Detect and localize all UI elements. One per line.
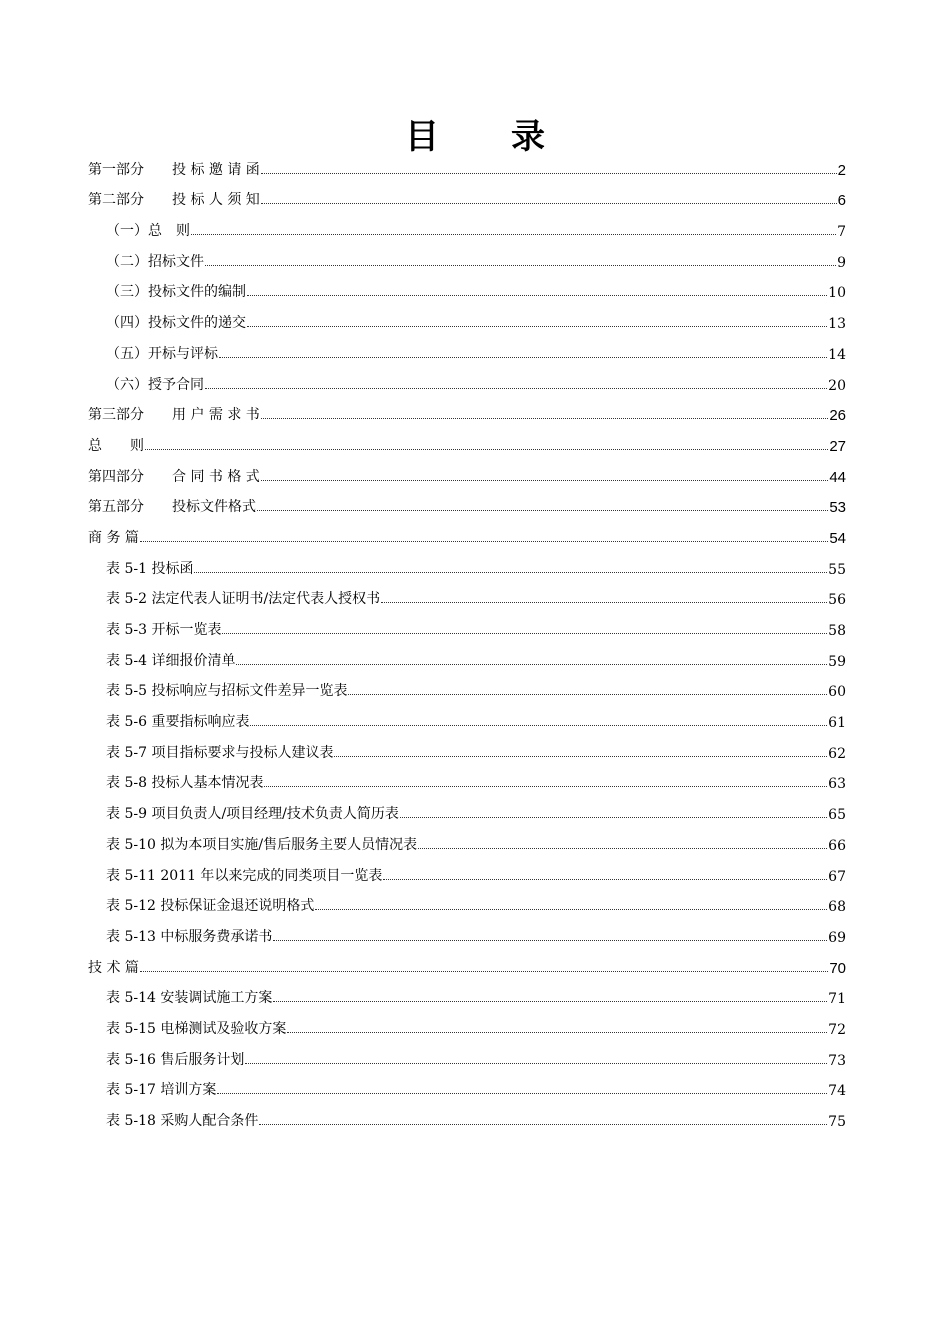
dot-leader	[250, 725, 827, 726]
toc-entry-page-number: 75	[828, 1114, 846, 1130]
toc-entry-page-number: 26	[829, 407, 846, 425]
toc-entry-page-number: 10	[828, 285, 846, 302]
dot-leader	[418, 848, 827, 849]
dot-leader	[219, 357, 827, 358]
dot-leader	[205, 265, 836, 266]
dot-leader	[247, 295, 827, 296]
toc-entry-page-number: 55	[828, 561, 846, 578]
dot-leader	[191, 234, 836, 235]
toc-entry-page-number: 69	[828, 929, 846, 946]
toc-entry-label: 表 5-16 售后服务计划	[106, 1051, 245, 1068]
toc-entry[interactable]	[88, 578, 846, 609]
toc-entry[interactable]	[88, 394, 846, 425]
dot-leader	[247, 326, 827, 327]
dot-leader	[383, 879, 827, 880]
toc-entry[interactable]	[88, 240, 846, 271]
toc-entry-label: （三）投标文件的编制	[106, 284, 246, 301]
toc-entry[interactable]	[88, 946, 846, 977]
toc-entry-label: 技 术 篇	[88, 959, 139, 976]
toc-entry-label: 表 5-15 电梯测试及验收方案	[106, 1020, 287, 1037]
toc-entry[interactable]	[88, 547, 846, 578]
toc-entry[interactable]	[88, 977, 846, 1008]
toc-entry-label: 表 5-12 投标保证金退还说明格式	[106, 898, 315, 915]
toc-entry-page-number: 27	[829, 437, 846, 455]
toc-entry-page-number: 61	[828, 715, 846, 732]
dot-leader	[273, 940, 827, 941]
toc-entry[interactable]	[88, 455, 846, 486]
dot-leader	[261, 173, 837, 174]
toc-entry-label: 表 5-14 安装调试施工方案	[106, 990, 273, 1007]
toc-entry-label: 总 则	[88, 437, 144, 454]
toc-entry-label: 第五部分 投标文件格式	[88, 499, 256, 516]
toc-entry-page-number: 58	[828, 623, 846, 639]
toc-entry-label: 第三部分 用 户 需 求 书	[88, 407, 260, 424]
toc-entry-label: 表 5-7 项目指标要求与投标人建议表	[106, 744, 334, 761]
toc-entry-page-number: 65	[828, 807, 846, 824]
toc-entry-label: 表 5-6 重要指标响应表	[106, 714, 250, 731]
toc-entry-label: 表 5-2 法定代表人证明书/法定代表人授权书	[106, 591, 381, 608]
toc-entry[interactable]	[88, 148, 846, 179]
dot-leader	[264, 786, 827, 787]
toc-entry-label: （二）招标文件	[106, 253, 204, 270]
dot-leader	[245, 1063, 827, 1064]
toc-entry-label: （六）授予合同	[106, 376, 204, 393]
toc-entry-label: 商 务 篇	[88, 529, 139, 546]
toc-entry-page-number: 7	[837, 224, 846, 241]
dot-leader	[222, 633, 827, 634]
dot-leader	[400, 817, 827, 818]
toc-entry-page-number: 71	[828, 991, 846, 1008]
dot-leader	[261, 203, 837, 204]
toc-entry[interactable]	[88, 424, 846, 455]
toc-entry[interactable]	[88, 1007, 846, 1038]
toc-entry-page-number: 60	[828, 684, 846, 701]
toc-entry-label: 表 5-18 采购人配合条件	[106, 1113, 259, 1129]
dot-leader	[140, 971, 828, 972]
toc-entry-page-number: 62	[828, 745, 846, 762]
toc-entry[interactable]	[88, 639, 846, 670]
toc-entry-label: 表 5-5 投标响应与招标文件差异一览表	[106, 683, 348, 700]
toc-entry-label: 表 5-17 培训方案	[106, 1082, 217, 1099]
toc-entry[interactable]	[88, 762, 846, 793]
dot-leader	[287, 1032, 827, 1033]
toc-entry[interactable]	[88, 885, 846, 916]
toc-entry-page-number: 6	[837, 192, 846, 210]
toc-entry-label: 表 5-4 详细报价清单	[106, 652, 236, 669]
toc-entry[interactable]	[88, 363, 846, 394]
toc-entry-page-number: 73	[828, 1052, 846, 1069]
dot-leader	[334, 756, 827, 757]
toc-entry-page-number: 56	[828, 592, 846, 609]
table-of-contents	[88, 148, 846, 1130]
toc-entry[interactable]	[88, 1038, 846, 1069]
dot-leader	[217, 1093, 827, 1094]
toc-entry-label: 第一部分 投 标 邀 请 函	[88, 161, 260, 178]
dot-leader	[257, 510, 828, 511]
toc-entry[interactable]	[88, 670, 846, 701]
toc-entry[interactable]	[88, 271, 846, 302]
toc-title: 目录	[405, 117, 617, 157]
toc-entry-page-number: 14	[828, 346, 846, 363]
toc-entry[interactable]	[88, 915, 846, 946]
toc-entry-page-number: 13	[828, 316, 846, 333]
toc-entry[interactable]	[88, 731, 846, 762]
dot-leader	[381, 602, 827, 603]
toc-entry[interactable]	[88, 823, 846, 854]
toc-entry[interactable]	[88, 700, 846, 731]
toc-entry[interactable]	[88, 854, 846, 885]
dot-leader	[261, 418, 829, 419]
toc-entry-page-number: 63	[828, 776, 846, 793]
toc-entry[interactable]	[88, 608, 846, 639]
toc-entry[interactable]	[88, 516, 846, 547]
toc-entry-page-number: 53	[829, 499, 846, 517]
toc-entry[interactable]	[88, 1069, 846, 1100]
toc-entry-label: （四）投标文件的递交	[106, 315, 246, 332]
toc-entry-label: 表 5-8 投标人基本情况表	[106, 775, 264, 792]
toc-entry-label: 表 5-1 投标函	[106, 560, 194, 577]
toc-entry-label: 第二部分 投 标 人 须 知	[88, 192, 260, 209]
toc-entry-label: 表 5-10 拟为本项目实施/售后服务主要人员情况表	[106, 836, 418, 853]
toc-entry[interactable]	[88, 209, 846, 240]
toc-entry-label: 表 5-13 中标服务费承诺书	[106, 928, 273, 945]
toc-entry-label: 表 5-9 项目负责人/项目经理/技术负责人简历表	[106, 806, 399, 823]
toc-entry[interactable]	[88, 792, 846, 823]
toc-entry-page-number: 9	[837, 254, 846, 271]
dot-leader	[194, 572, 827, 573]
toc-entry-label: 第四部分 合 同 书 格 式	[88, 468, 260, 485]
dot-leader	[145, 449, 828, 450]
dot-leader	[140, 541, 828, 542]
dot-leader	[205, 388, 827, 389]
toc-entry-page-number: 67	[828, 868, 846, 885]
toc-entry-page-number: 2	[837, 161, 846, 179]
toc-entry-page-number: 74	[828, 1083, 846, 1100]
toc-entry-label: 表 5-3 开标一览表	[106, 622, 222, 638]
toc-entry[interactable]	[88, 301, 846, 332]
dot-leader	[348, 694, 827, 695]
toc-entry-page-number: 20	[828, 377, 846, 394]
toc-entry[interactable]	[88, 332, 846, 363]
dot-leader	[236, 664, 827, 665]
toc-entry-page-number: 68	[828, 899, 846, 916]
dot-leader	[273, 1001, 827, 1002]
toc-entry-label: （五）开标与评标	[106, 345, 218, 362]
toc-entry[interactable]	[88, 179, 846, 210]
toc-entry-page-number: 72	[828, 1021, 846, 1038]
toc-entry-page-number: 44	[829, 468, 846, 486]
dot-leader	[261, 480, 829, 481]
toc-entry-page-number: 59	[828, 653, 846, 670]
toc-entry-page-number: 66	[828, 837, 846, 854]
dot-leader	[259, 1124, 827, 1125]
toc-entry-label: （一）总 则	[106, 223, 190, 240]
toc-entry-label: 表 5-11 2011 年以来完成的同类项目一览表	[106, 867, 383, 884]
toc-entry-page-number: 70	[829, 959, 846, 977]
toc-entry-page-number: 54	[829, 529, 846, 547]
toc-entry[interactable]	[88, 486, 846, 517]
dot-leader	[315, 909, 827, 910]
toc-entry[interactable]	[88, 1099, 846, 1130]
